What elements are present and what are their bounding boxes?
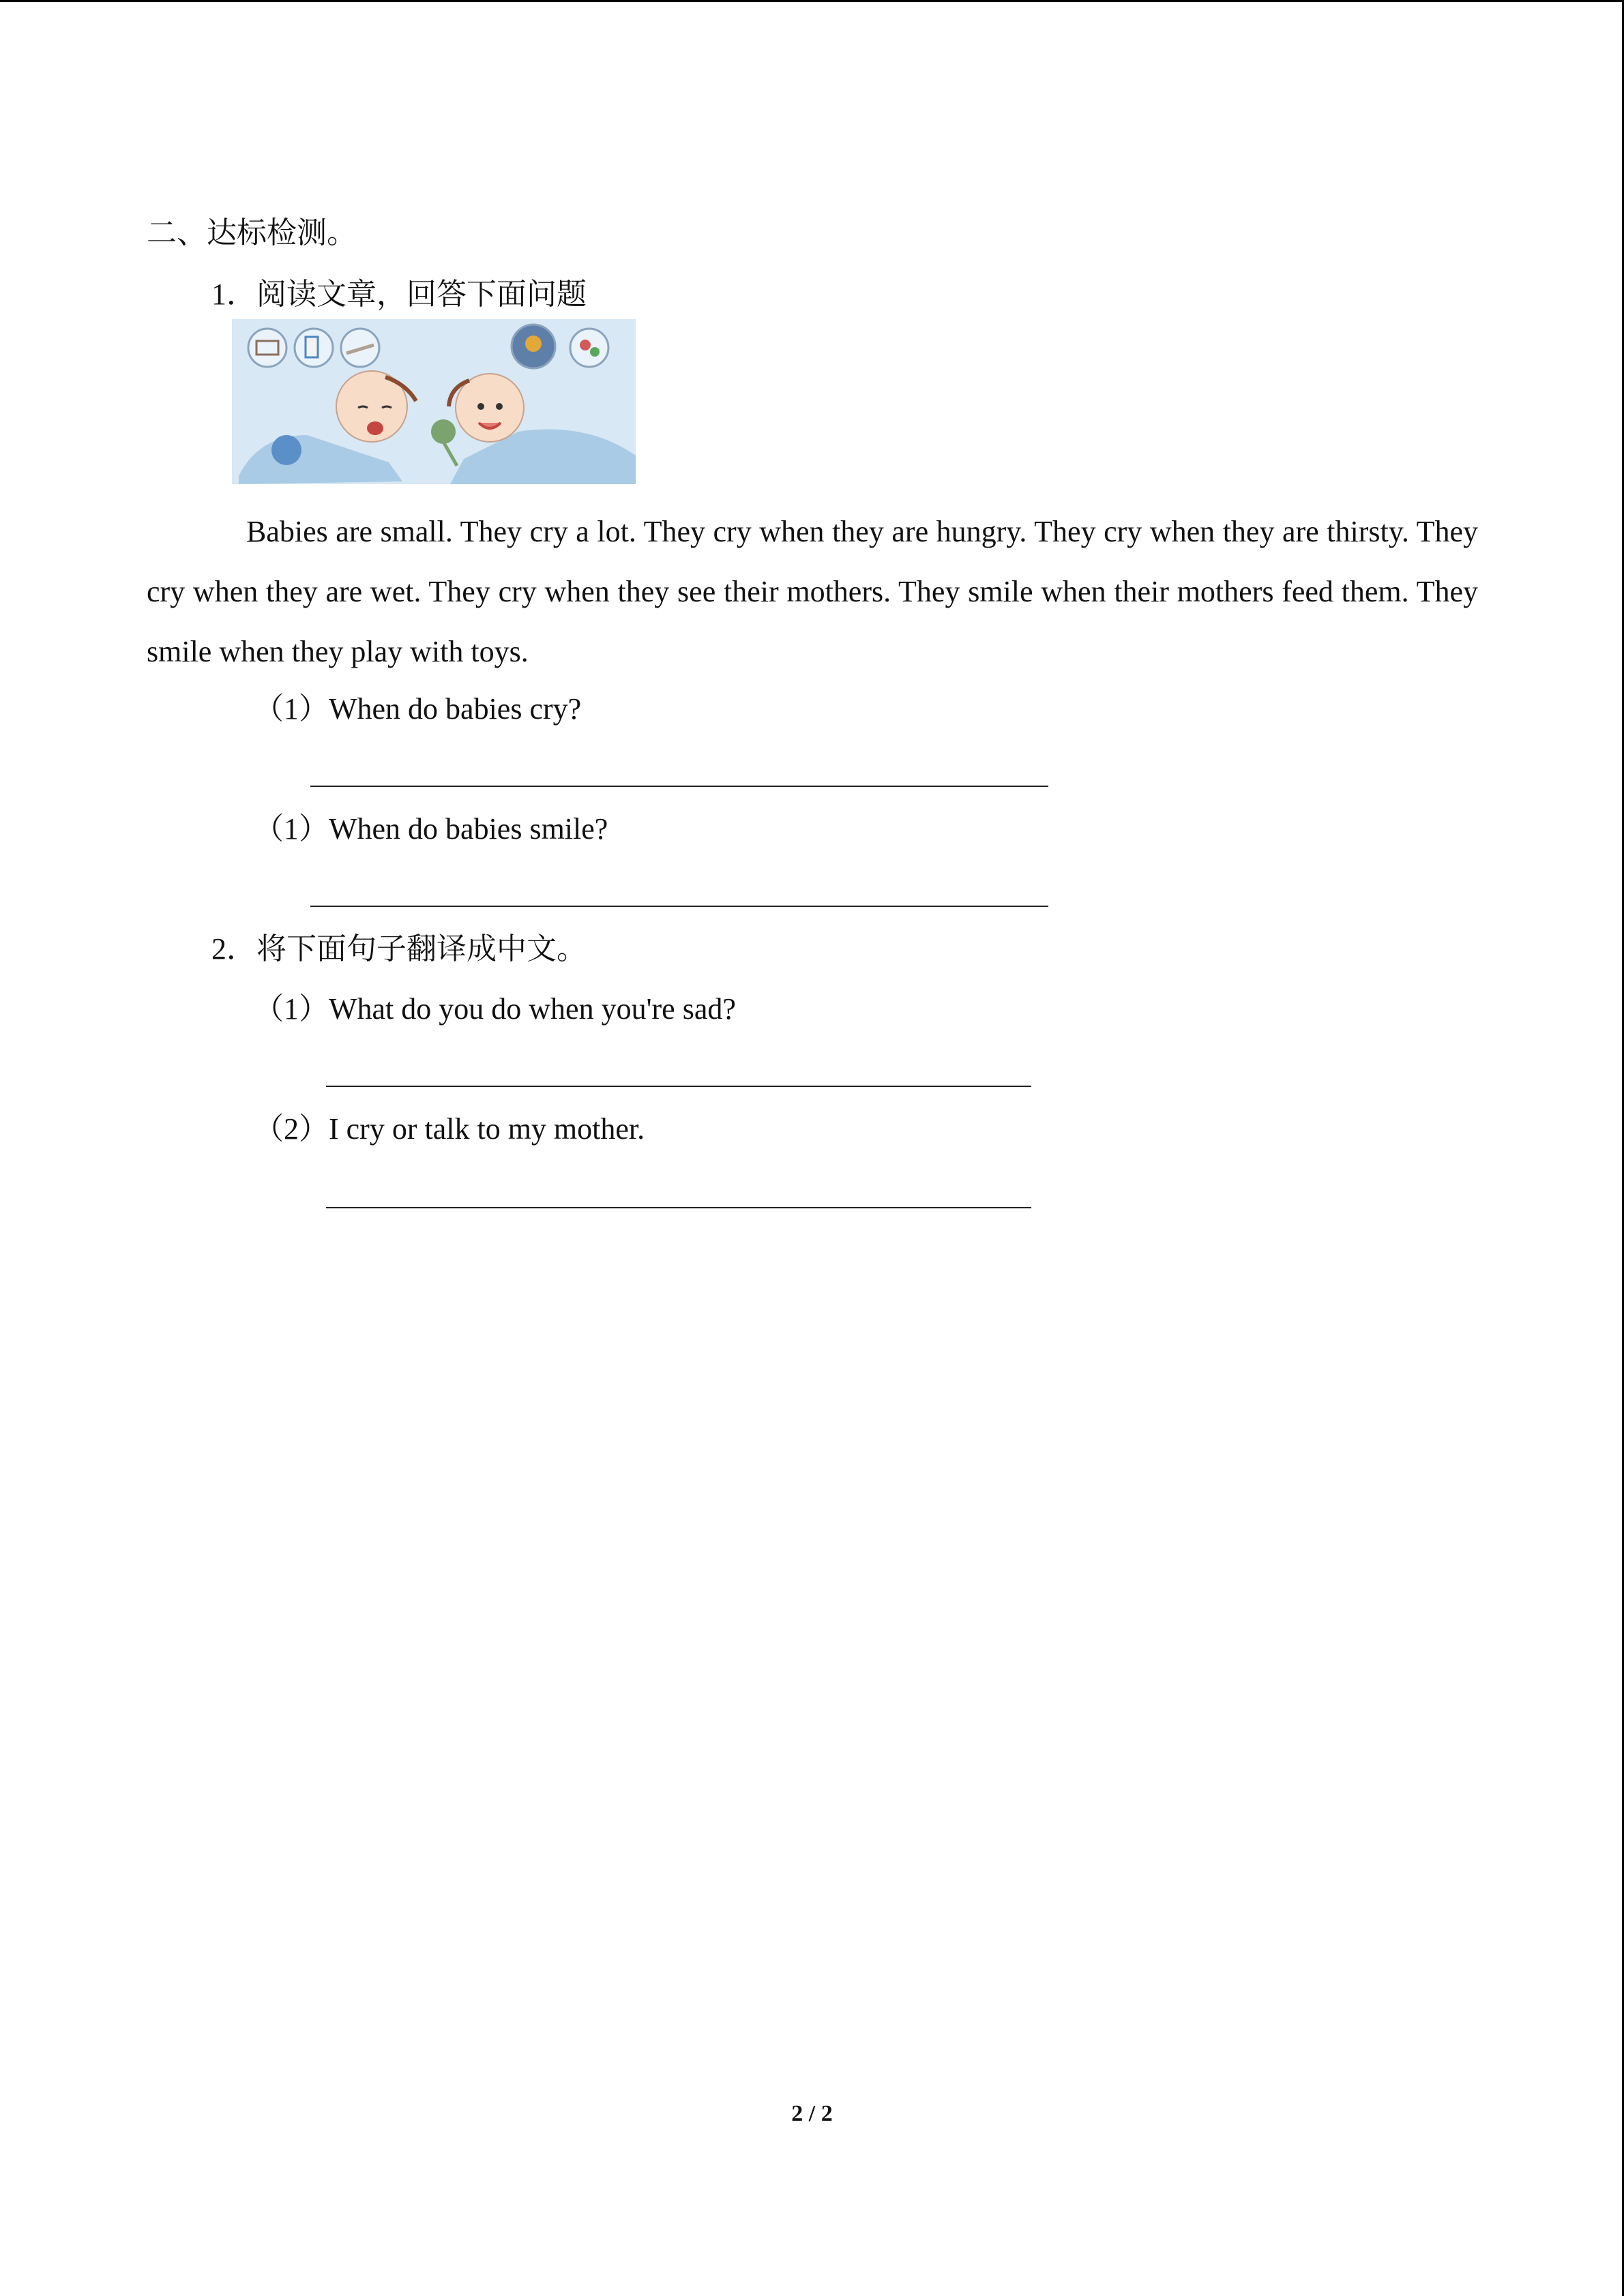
question-2-heading: 2．将下面句子翻译成中文。 (211, 932, 587, 966)
question-1-item-1: （1）When do babies cry? (254, 692, 582, 726)
answer-line-2-2[interactable] (326, 1207, 1031, 1208)
question-1-heading: 1．阅读文章，回答下面问题 (211, 278, 587, 311)
answer-line-2-1[interactable] (326, 1086, 1031, 1087)
babies-illustration (232, 319, 636, 484)
answer-line-1-1[interactable] (310, 786, 1048, 787)
question-2-item-2: （2）I cry or talk to my mother. (254, 1112, 645, 1146)
page-number: 2 / 2 (791, 2101, 833, 2126)
page-top-border (0, 0, 1624, 2)
question-1-item-2: （1）When do babies smile? (254, 812, 608, 846)
reading-passage: Babies are small. They cry a lot. They cry when they are hungry. They cry when they are thirsty. They cry when they are wet. They cry when they see their mothers. They smile when their mothers feed them. They smile when they play with toys. (147, 515, 1478, 668)
answer-line-1-2[interactable] (310, 906, 1048, 907)
question-2-item-1: （1）What do you do when you're sad? (254, 992, 736, 1026)
section-title: 二、达标检测。 (147, 216, 357, 250)
